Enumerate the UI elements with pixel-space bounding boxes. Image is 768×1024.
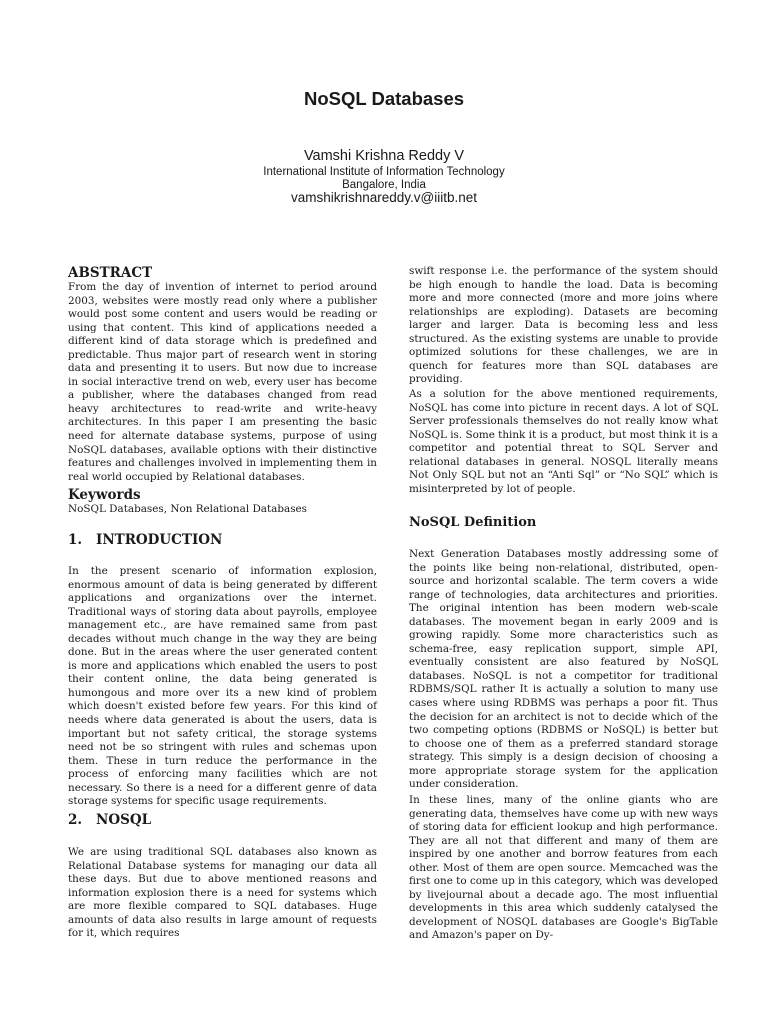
definition-text-2: In these lines, many of the online giants who are generating data, themselves have come up with new ways of storing data for efficient lookup and high performance. They are all not that different and many of them are inspired by one another and borrow features from each other. Most of them are open source. Memcached was the first one to come up in this category, which was developed by livejournal about a decade ago. The most influential developments in this area which suddenly catalysed the development of NOSQL databases are Google's BigTable and Amazon's paper on Dy- (409, 794, 718, 942)
author-location: Bangalore, India (342, 179, 426, 191)
abstract-heading: ABSTRACT (68, 265, 153, 281)
keywords-heading: Keywords (68, 487, 141, 503)
introduction-text: In the present scenario of information explosion, enormous amount of data is being generated by different applications and organizations over the internet. Traditional ways of storing data about payrolls, employee management etc., are have remained same from past decades without much change in the way they are being done. But in the areas where the user generated content is more and applications which enabled the users to post their content online, the data being generated is humongous and more over its a new kind of problem which doesn't existed before few years. For this kind of needs where data generated is about the users, data is important but not safety critical, the storage systems need not be so stringent with rules and schemas upon them. These in turn reduce the performance in the process of enforcing many facilities which are not necessary. So there is a need for a different genre of data storage systems for specific usage requirements. (68, 565, 377, 808)
abstract-text: From the day of invention of internet to period around 2003, websites were mostly read only where a publisher would post some content and users would be reading or using that content. This kind of applications needed a different kind of data storage which is predefined and predictable. Thus major part of research went in storing data and presenting it to users. But now due to increase in social interactive trend on web, every user has become a publisher, where the databases changed from read heavy architectures to read-write and write-heavy architectures. In this paper I am presenting the basic need for alternate database systems, purpose of using NoSQL databases, available options with their distinctive features and challenges involved in implementing them in real world occupied by Relational databases. (68, 281, 377, 483)
section-title: NOSQL (96, 812, 152, 828)
section-title: INTRODUCTION (96, 532, 223, 548)
subsection-heading: NoSQL Definition (409, 515, 537, 530)
author-email[interactable]: vamshikrishnareddy.v@iiitb.net (290, 190, 478, 205)
section-nosql-heading (68, 812, 377, 828)
paper-title: NoSQL Databases (303, 88, 465, 109)
nosql-text-part1: We are using traditional SQL databases also known as Relational Database systems for managing our data all these days. But due to above mentioned reasons and information explosion there is a need for systems which are more flexible compared to SQL databases. Huge amounts of data also results in large amount of requests for it, which requires (68, 846, 377, 940)
section-number: 2. (68, 812, 83, 828)
author-affiliation: International Institute of Information Technology (263, 166, 505, 178)
section-number: 1. (68, 532, 83, 548)
keywords-text: NoSQL Databases, Non Relational Databases (68, 503, 308, 515)
nosql-text-2: As a solution for the above mentioned requirements, NoSQL has come into picture in recent days. A lot of SQL Server professionals themselves do not really know what NoSQL is. Some think it is a product, but most think it is a competitor and potential threat to SQL Server and relational databases in general. NOSQL literally means Not Only SQL but not an “Anti Sql” or “No SQL” which is misinterpreted by lot of people. (409, 388, 718, 495)
nosql-text-part2: swift response i.e. the performance of the system should be high enough to handle the load. Data is becoming more and more connected (more and more joins where relationships are exploding). Datasets are becoming larger and larger. Data is becoming less and less structured. As the existing systems are unable to provide optimized solutions for these challenges, we are in quench for features more than SQL databases are providing. (409, 265, 718, 386)
definition-text: Next Generation Databases mostly addressing some of the points like being non-relational, distributed, open-source and horizontal scalable. The term covers a wide range of technologies, data architectures and priorities. The original intention has been modern web-scale databases. The movement began in early 2009 and is growing rapidly. Some more characteristics such as schema-free, easy replication support, simple API, eventually consistent are also featured by NoSQL databases. NoSQL is not a competitor for traditional RDBMS/SQL rather It is actually a solution to many use cases where using RDBMS was perhaps a poor fit. Thus the decision for an architect is not to decide which of the two competing options (RDBMS or NoSQL) is better but to choose one of them as a preferred standard storage strategy. This simply is a design decision of choosing a more appropriate storage system for the application under consideration. (409, 548, 718, 791)
author-name: Vamshi Krishna Reddy V (303, 148, 465, 164)
section-introduction-heading (68, 532, 377, 548)
